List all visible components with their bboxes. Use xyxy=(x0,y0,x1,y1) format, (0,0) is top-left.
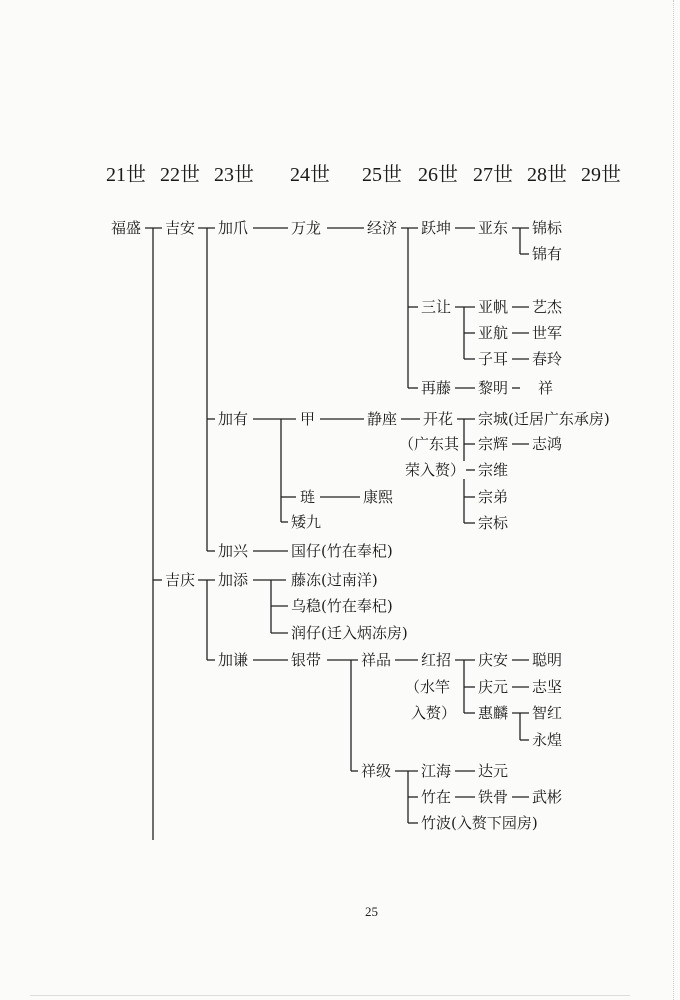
person-node: 锦有 xyxy=(532,245,563,263)
person-node: 铁骨 xyxy=(478,788,509,806)
person-node: 甲 xyxy=(300,410,316,428)
person-node: 永煌 xyxy=(532,731,563,749)
person-node: 琏 xyxy=(300,488,316,506)
person-node: 惠麟 xyxy=(478,704,509,722)
generation-label: 25世 xyxy=(362,164,402,186)
generation-label: 29世 xyxy=(581,164,621,186)
person-node: 开花 xyxy=(423,410,454,428)
generation-label: 26世 xyxy=(418,164,458,186)
person-node: 锦标 xyxy=(532,219,563,237)
person-node: 藤冻(过南洋) xyxy=(291,571,378,589)
person-node: 亚东 xyxy=(478,219,509,237)
person-node: 加添 xyxy=(218,571,249,589)
person-node: 万龙 xyxy=(291,219,322,237)
person-node: 聪明 xyxy=(532,651,563,669)
person-node: 春玲 xyxy=(532,350,563,368)
person-node: 三让 xyxy=(421,298,452,316)
person-node: 乌稳(竹在奉杞) xyxy=(291,597,393,615)
person-node: 加谦 xyxy=(218,651,249,669)
person-node: 竹波(入赘下园房) xyxy=(421,814,538,832)
generation-label: 22世 xyxy=(160,164,200,186)
person-node: 志坚 xyxy=(532,678,563,696)
person-node: 静座 xyxy=(367,410,398,428)
person-node: 吉安 xyxy=(165,219,196,237)
person-node: 康熙 xyxy=(363,488,394,506)
person-node: 宗城(迁居广东承房) xyxy=(478,410,610,428)
person-node: 宗辉 xyxy=(478,435,509,453)
person-node: 吉庆 xyxy=(165,571,196,589)
person-node: 智红 xyxy=(532,704,563,722)
person-node: 庆安 xyxy=(478,651,509,669)
person-node: 子耳 xyxy=(478,350,509,368)
person-node: 宗维 xyxy=(478,461,509,479)
person-node: 艺杰 xyxy=(532,298,563,316)
person-node: 宗标 xyxy=(478,514,509,532)
person-node: 武彬 xyxy=(532,788,563,806)
person-node: 矮九 xyxy=(291,513,322,531)
person-node: 祥级 xyxy=(361,762,392,780)
person-note: （水竿 xyxy=(405,678,451,696)
person-node: 祥品 xyxy=(361,651,392,669)
person-note: （广东其 xyxy=(399,435,460,453)
page-edge xyxy=(673,0,680,1000)
generation-label: 28世 xyxy=(527,164,567,186)
page-number: 25 xyxy=(365,904,378,919)
generation-label: 21世 xyxy=(106,164,146,186)
generation-label: 23世 xyxy=(214,164,254,186)
generation-label: 24世 xyxy=(290,164,330,186)
person-node: 国仔(竹在奉杞) xyxy=(291,542,393,560)
person-node: 祥 xyxy=(538,379,554,397)
person-node: 亚帆 xyxy=(478,298,509,316)
person-node: 庆元 xyxy=(478,678,509,696)
person-node: 经济 xyxy=(367,219,398,237)
person-node: 加有 xyxy=(218,410,249,428)
person-node: 再藤 xyxy=(421,379,452,397)
generation-label: 27世 xyxy=(473,164,513,186)
person-node: 竹在 xyxy=(421,788,452,806)
person-node: 亚航 xyxy=(478,324,509,342)
person-node: 润仔(迁入炳冻房) xyxy=(291,624,408,642)
person-node: 江海 xyxy=(421,762,452,780)
person-node: 红招 xyxy=(421,651,452,669)
person-node: 银带 xyxy=(291,651,322,669)
person-node: 宗弟 xyxy=(478,488,509,506)
person-node: 黎明 xyxy=(478,379,509,397)
person-node: 福盛 xyxy=(111,219,142,237)
person-node: 世军 xyxy=(532,324,563,342)
person-node: 达元 xyxy=(478,762,509,780)
person-note: 入赘） xyxy=(411,704,457,722)
person-node: 跃坤 xyxy=(421,219,452,237)
person-node: 志鸿 xyxy=(532,435,563,453)
person-note: 荣入赘） xyxy=(405,461,466,479)
person-node: 加爪 xyxy=(218,219,249,237)
bottom-rule xyxy=(30,995,630,996)
person-node: 加兴 xyxy=(218,542,249,560)
